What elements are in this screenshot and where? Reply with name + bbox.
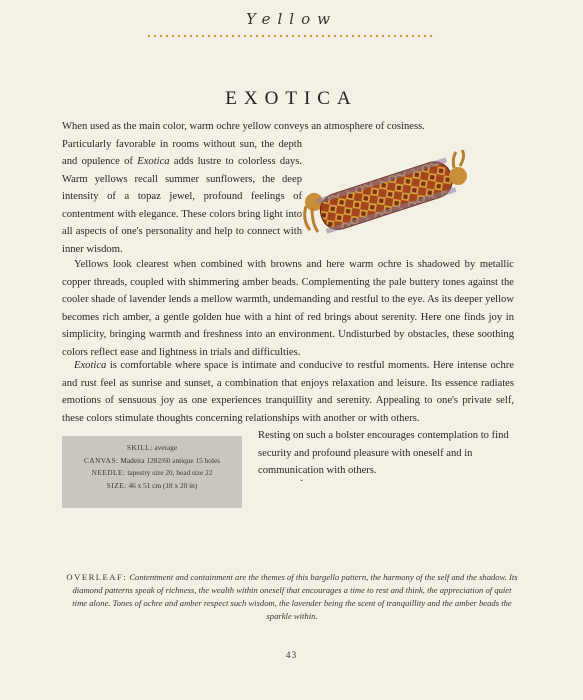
paragraph-3 <box>62 357 514 427</box>
caption-lead: OVERLEAF: <box>66 572 128 582</box>
spec-canvas: CANVAS: Madeira 1282/60 antique 15 holes <box>83 455 221 465</box>
paragraph-1-italic: Exotica <box>137 156 170 167</box>
spec-skill: SKILL: average <box>126 443 178 452</box>
stray-mark: ˇ <box>300 478 303 488</box>
dotted-divider <box>146 34 436 38</box>
paragraph-3-italic: Exotica <box>74 360 107 371</box>
page-number: 43 <box>285 651 298 661</box>
bolster-body <box>316 158 456 234</box>
paragraph-1-text-a: Particularly favorable in rooms without sun, the depth and opulence of <box>62 138 302 167</box>
spec-size: SIZE: 46 x 51 cm (18 x 20 in) <box>106 480 198 490</box>
specs-box <box>62 436 242 508</box>
paragraph-1 <box>62 118 425 258</box>
tassel-right <box>449 150 467 185</box>
bolster-cushion-photo <box>300 150 470 240</box>
caption-text: Contentment and containment are the themes of this bargello pattern, the harmony of the self and the shadow. Its diamond patterns speak of richness, the wealth within oneself that encourages a time to rest and think, the appreciation of quiet time alone. Tones of ochre and amber respect such wisdom, the lavender being the scent of tranquillity and the amber beads the sparkle within. <box>72 572 518 621</box>
overleaf-caption <box>66 571 518 623</box>
paragraph-3-text: is comfortable where space is intimate and conducive to restful moments. Here intense ochre and rust feel as sunrise and sunset, a combination that enjoys relaxation and leisure. Its essence radiates emotions of sensuous joy as one experiences tranquillity and serenity. Appealing to one's private self, these colors stimulate thoughts concerning relationships with another or with others. <box>62 360 514 424</box>
paragraph-1-line-1: When used as the main color, warm ochre yellow conveys an atmosphere of cosiness. <box>62 121 425 132</box>
paragraph-4: Resting on such a bolster encourages contemplation to find security and profound pleasure with oneself and in communication with others. <box>258 430 509 476</box>
section-header: Yellow <box>246 10 337 28</box>
page-title: EXOTICA <box>225 88 358 109</box>
paragraph-1-text-b: adds lustre to colorless days. Warm yellows recall summer sunflowers, the deep intensity of a topaz jewel, profound feelings of contentment with elegance. These colors bring light into all aspects of one's personality and help to connect with inner wisdom. <box>62 156 302 255</box>
spec-needle: NEEDLE: tapestry size 20, bead size 22 <box>91 468 213 477</box>
paragraph-2: Yellows look clearest when combined with browns and here warm ochre is shadowed by metallic copper threads, coupled with shimmering amber beads. Complementing the pale buttery tones against the cooler shade of lavender lends a mellow warmth, undemanding and restful to the eye. As its deeper yellow becomes rich amber, a gentle golden hue with a hint of red brings about serenity. Here one finds joy in simplicity, bringing warmth and freshness into an environment. Undisturbed by obstacles, these soothing colors reflect ease and lightness in trials and difficulties. <box>62 259 514 358</box>
